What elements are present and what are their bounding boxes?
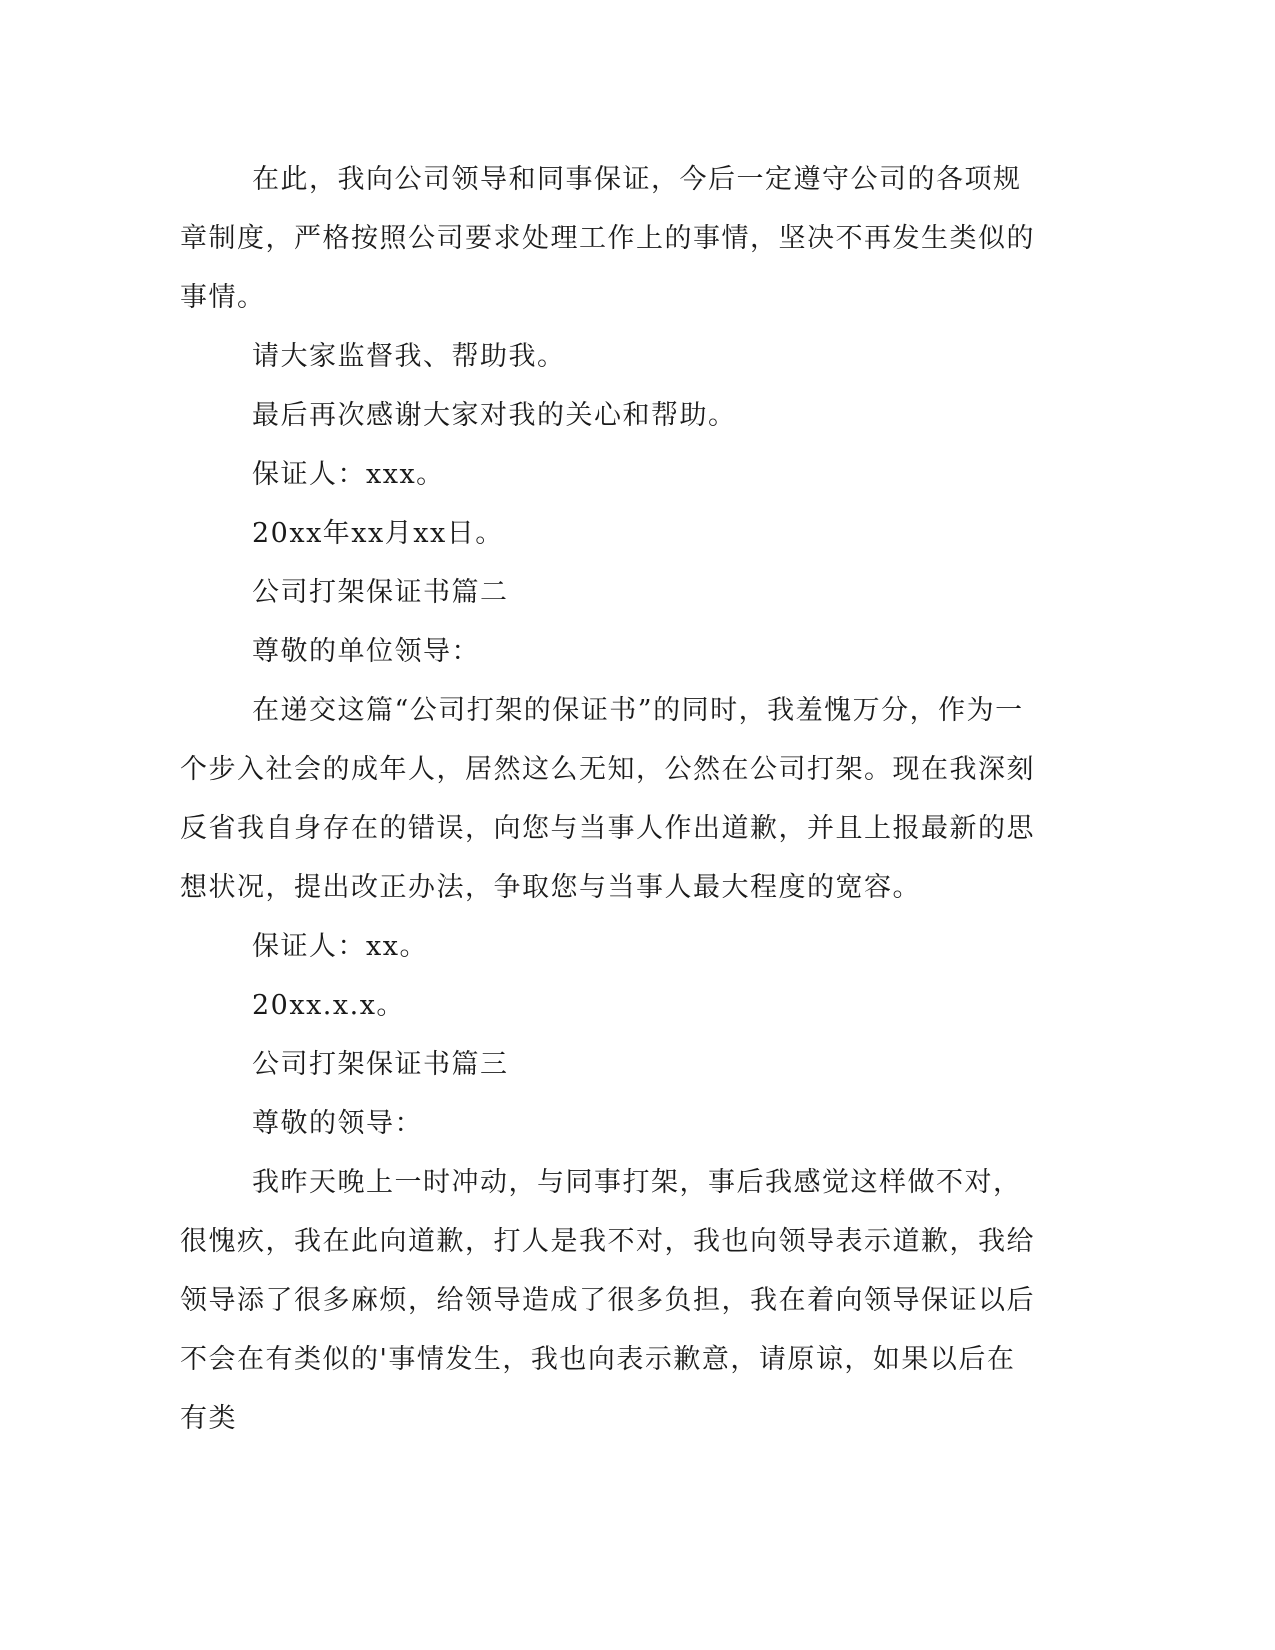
- paragraph-apology-2: 在递交这篇“公司打架的保证书”的同时，我羞愧万分，作为一个步入社会的成年人，居然这么无知，公然在公司打架。现在我深刻反省我自身存在的错误，向您与当事人作出道歉，并且上报最新的思想状况，提出改正办法，争取您与当事人最大程度的宽容。: [180, 695, 1035, 903]
- date-line-2: 20xx.x.x。: [252, 990, 405, 1021]
- section-heading-2: 公司打架保证书篇二: [252, 577, 509, 608]
- paragraph-pledge: 在此，我向公司领导和同事保证，今后一定遵守公司的各项规章制度，严格按照公司要求处理工作上的事情，坚决不再发生类似的事情。: [180, 164, 1035, 313]
- date-line-1: 20xx年xx月xx日。: [252, 518, 504, 549]
- salutation-2: 尊敬的单位领导：: [252, 636, 480, 667]
- signature-line-1: 保证人：xxx。: [252, 459, 445, 490]
- document-body: [180, 150, 1040, 1448]
- paragraph-request-supervision: 请大家监督我、帮助我。: [252, 341, 566, 372]
- paragraph-apology-3: 我昨天晚上一时冲动，与同事打架，事后我感觉这样做不对，很愧疚，我在此向道歉，打人是我不对，我也向领导表示道歉，我给领导添了很多麻烦，给领导造成了很多负担，我在着向领导保证以后不会在有类似的'事情发生，我也向表示歉意，请原谅，如果以后在有类: [180, 1167, 1035, 1434]
- signature-line-2: 保证人：xx。: [252, 931, 428, 962]
- section-heading-3: 公司打架保证书篇三: [252, 1049, 509, 1080]
- salutation-3: 尊敬的领导：: [252, 1108, 423, 1139]
- paragraph-thanks: 最后再次感谢大家对我的关心和帮助。: [252, 400, 737, 431]
